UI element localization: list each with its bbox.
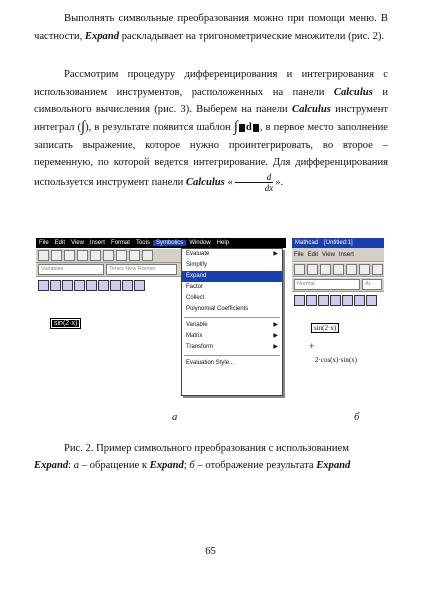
matrix-icon[interactable]	[318, 295, 329, 306]
programming-icon[interactable]	[110, 280, 121, 291]
cut-icon[interactable]	[372, 264, 383, 275]
submenu-arrow-icon: ▶	[273, 344, 278, 350]
menu-help[interactable]: Help	[216, 240, 229, 246]
insertion-marker: +	[309, 341, 315, 351]
menu-item-factor[interactable]	[182, 282, 282, 293]
menu-item-expand[interactable]	[182, 271, 282, 282]
menu-insert[interactable]: Insert	[338, 251, 354, 258]
open-icon[interactable]	[307, 264, 318, 275]
style-combo[interactable]: Variables	[38, 264, 104, 275]
derivative-fraction	[235, 172, 274, 193]
placeholder-icon	[239, 124, 245, 132]
menu-file[interactable]: File	[39, 240, 49, 246]
calculus-icon[interactable]	[86, 280, 97, 291]
menu-bar	[292, 248, 384, 262]
paragraph-1	[34, 10, 388, 45]
caption-b: б	[189, 460, 195, 471]
caption-expand-2: Expand	[149, 460, 184, 471]
save-icon[interactable]	[320, 264, 331, 275]
expand-label: Expand	[186, 273, 207, 279]
menu-divider	[184, 355, 280, 356]
label-b: б	[354, 412, 360, 423]
screenshot-right	[292, 238, 384, 388]
cut-icon[interactable]	[116, 250, 127, 261]
graph-icon[interactable]	[306, 295, 317, 306]
screenshot-left	[36, 238, 286, 398]
menu-insert[interactable]: Insert	[89, 240, 105, 246]
standard-toolbar	[292, 263, 384, 277]
menu-item-variable[interactable]	[182, 320, 282, 331]
save-icon[interactable]	[64, 250, 75, 261]
symbolics-dropdown	[181, 248, 283, 396]
p2-a: Рассмотрим процедуру дифференцирования и интегрирования с использованием инструментов, расположенных на панели	[34, 69, 388, 98]
menu-item-polynomial[interactable]	[182, 304, 282, 315]
calculus-icon[interactable]	[342, 295, 353, 306]
evaluation-style-label: Evaluation Style...	[186, 360, 235, 366]
caption-a: а	[73, 460, 80, 471]
expression-text: sin(2·x)	[314, 324, 337, 332]
menu-edit[interactable]: Edit	[307, 251, 319, 258]
integral-template-icon: ∫	[233, 118, 238, 135]
caption-expand-1: Expand	[34, 460, 69, 471]
print-icon[interactable]	[333, 264, 344, 275]
menu-tools[interactable]: Tools	[135, 240, 150, 246]
caption-part3: – обращение к	[79, 460, 150, 471]
p2-f2: ».	[275, 176, 284, 188]
collect-label: Collect	[186, 295, 205, 301]
font-combo[interactable]: Times New Roman	[106, 264, 177, 275]
spell-icon[interactable]	[103, 250, 114, 261]
caption-line-1: Рис. 2. Пример символьного преобразования с использованием	[64, 443, 349, 454]
simplify-label: Simplify	[186, 262, 208, 268]
calculator-icon[interactable]	[294, 295, 305, 306]
new-icon[interactable]	[294, 264, 305, 275]
menu-window[interactable]: Window	[189, 240, 211, 246]
integral-icon: ∫	[81, 118, 86, 135]
caption-part5: – отображение результата	[194, 460, 317, 471]
menu-edit[interactable]: Edit	[54, 240, 66, 246]
spell-icon[interactable]	[359, 264, 370, 275]
figure-caption	[34, 440, 388, 474]
programming-icon[interactable]	[366, 295, 377, 306]
math-palette	[36, 279, 178, 291]
p1-text: Выполнять символьные преобразования можно при помощи меню. В частности,	[34, 13, 388, 42]
symbolic-icon[interactable]	[134, 280, 145, 291]
graph-icon[interactable]	[50, 280, 61, 291]
standard-toolbar	[36, 249, 183, 263]
submenu-arrow-icon: ▶	[273, 322, 278, 328]
caption-part4: ;	[183, 460, 190, 471]
transform-label: Transform	[186, 344, 214, 350]
print-icon[interactable]	[77, 250, 88, 261]
polynomial-label: Polynomial Coefficients	[186, 306, 249, 312]
p2-f1: «	[224, 176, 233, 188]
menu-view[interactable]: View	[322, 251, 335, 258]
calculator-icon[interactable]	[38, 280, 49, 291]
title-bar	[292, 238, 384, 248]
submenu-arrow-icon: ▶	[273, 333, 278, 339]
format-toolbar	[292, 278, 384, 292]
paragraph-2	[34, 66, 388, 193]
result-text: 2·cos(x)·sin(x)	[315, 356, 357, 364]
preview-icon[interactable]	[346, 264, 357, 275]
placeholder-icon	[253, 124, 259, 132]
p2-e: , в первое место заполнение записать выражение, которое нужно проинтегрировать, во второе – переменную, по которой ведется интегрирование. Для дифференцирования используется инструмент панели	[34, 122, 388, 188]
p2-calculus-2: Calculus	[292, 104, 331, 116]
page-number: 65	[205, 546, 216, 557]
frac-den: dx	[264, 182, 274, 193]
evaluate-label: Evaluate	[186, 251, 210, 257]
p1-expand: Expand	[84, 30, 120, 42]
app-title: Mathcad	[295, 240, 319, 246]
math-palette	[292, 294, 384, 306]
menu-item-evaluation-style[interactable]	[182, 358, 282, 369]
caption-part2: :	[68, 460, 74, 471]
expression-box[interactable]	[311, 323, 339, 333]
matrix-label: Matrix	[186, 333, 203, 339]
open-icon[interactable]	[51, 250, 62, 261]
doc-title: [Untitled:1]	[324, 240, 353, 246]
evaluation-icon[interactable]	[74, 280, 85, 291]
expression-text: sin(2·x)	[54, 320, 78, 327]
p2-d: ), в результате появится шаблон	[85, 122, 231, 134]
menu-divider	[184, 317, 280, 318]
label-a: а	[172, 412, 178, 423]
menu-view[interactable]: View	[71, 240, 84, 246]
factor-label: Factor	[186, 284, 204, 290]
format-toolbar	[36, 263, 183, 277]
menu-file[interactable]: File	[294, 251, 304, 258]
boolean-icon[interactable]	[354, 295, 365, 306]
frac-num: d	[235, 172, 274, 183]
menu-format[interactable]: Format	[110, 240, 130, 246]
menu-item-collect[interactable]	[182, 293, 282, 304]
font-combo[interactable]: Ar	[362, 279, 382, 290]
p1-rest: раскладывает на тригонометрические множители (рис. 2).	[119, 30, 385, 42]
style-combo[interactable]: Normal	[294, 279, 360, 290]
menu-bar	[36, 238, 286, 248]
caption-expand-3: Expand	[316, 460, 351, 471]
variable-label: Variable	[186, 322, 208, 328]
copy-icon[interactable]	[129, 250, 140, 261]
template-d: d	[245, 122, 252, 134]
paste-icon[interactable]	[142, 250, 153, 261]
expression-box[interactable]	[50, 318, 81, 329]
menu-symbolics[interactable]: Symbolics	[153, 240, 186, 246]
p2-calculus: Calculus	[333, 86, 373, 98]
menu-item-transform[interactable]	[182, 342, 282, 353]
evaluation-icon[interactable]	[330, 295, 341, 306]
matrix-icon[interactable]	[62, 280, 73, 291]
greek-icon[interactable]	[122, 280, 133, 291]
p2-calculus-3: Calculus	[185, 176, 225, 188]
menu-item-evaluate[interactable]	[182, 249, 282, 260]
preview-icon[interactable]	[90, 250, 101, 261]
p2-c: инструмент интеграл (	[34, 104, 388, 134]
new-icon[interactable]	[38, 250, 49, 261]
boolean-icon[interactable]	[98, 280, 109, 291]
menu-item-simplify[interactable]	[182, 260, 282, 271]
caption-line-2	[34, 457, 388, 474]
p2-b: и символьного вычисления (рис. 3). Выберем на панели	[34, 86, 388, 116]
submenu-arrow-icon: ▶	[273, 251, 278, 257]
menu-item-matrix[interactable]	[182, 331, 282, 342]
